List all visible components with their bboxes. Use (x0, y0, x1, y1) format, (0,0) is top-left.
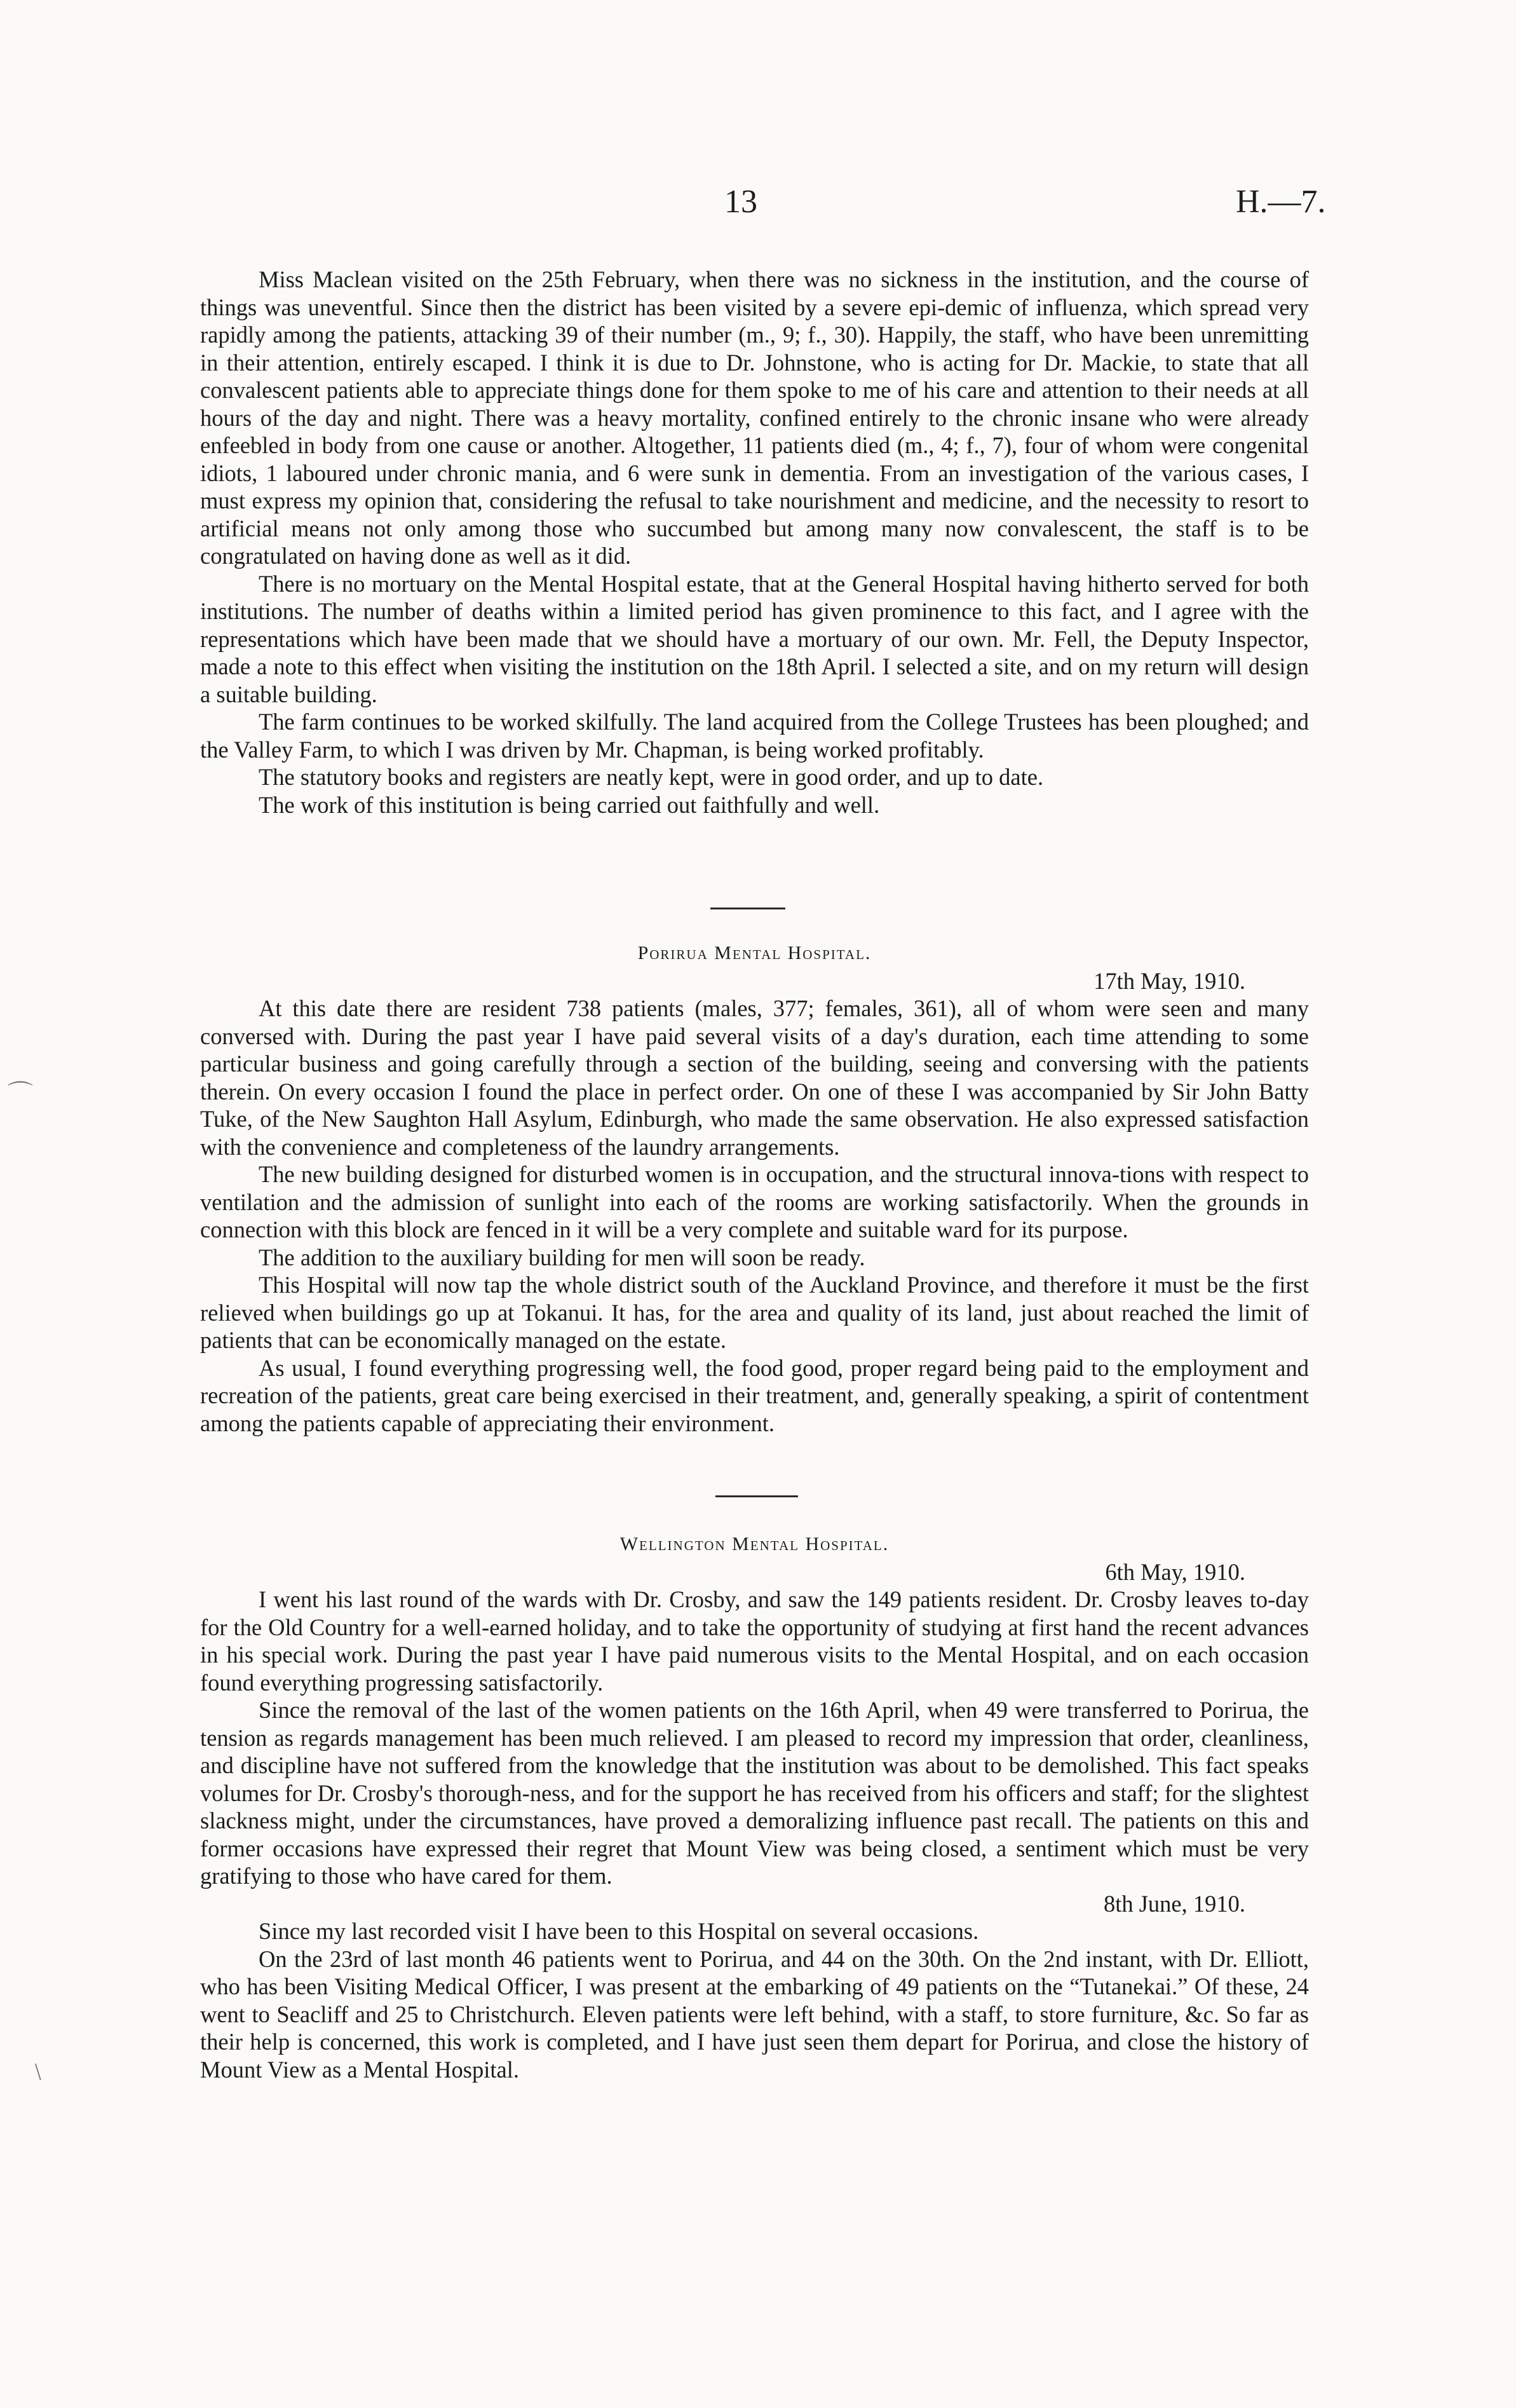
page-number: 13 (724, 184, 757, 220)
section-divider (715, 1495, 798, 1497)
paragraph: Since the removal of the last of the women patients on the 16th April, when 49 were transferred to Porirua, the tension as regards management has been much relieved. I am pleased to record my impression that order, cleanliness, and discipline have not suffered from the knowledge that the institution was about to be demolished. This fact speaks volumes for Dr. Crosby's thorough-ness, and for the support he has received from his officers and staff; for the slightest slackness might, under the circumstances, have proved a demoralizing influence past recall. The patients on this and former occasions have expressed their regret that Mount View was being closed, a sentiment which must be very gratifying to those who have cared for them. (200, 1697, 1309, 1889)
paragraph: The work of this institution is being carried out faithfully and well. (259, 791, 880, 818)
paragraph: This Hospital will now tap the whole district south of the Auckland Province, and therefore it must be the first relieved when buildings go up at Tokanui. It has, for the area and quality of its land, just about reached the limit of patients that can be economically managed on the estate. (200, 1272, 1309, 1353)
section-heading: Porirua Mental Hospital. (637, 942, 872, 963)
paragraph: The addition to the auxiliary building for men will soon be ready. (259, 1244, 865, 1270)
paragraph: As usual, I found everything progressing well, the food good, proper regard being paid to the employment and recreation of the patients, great care being exercised in their treatment, and, generally speaking, a spirit of contentment among the patients capable of appreciating their environment. (200, 1354, 1309, 1436)
paragraph: Miss Maclean visited on the 25th February, when there was no sickness in the institution, and the course of things was uneventful. Since then the district has been visited by a severe epi-demic of influenza, which spread very rapidly among the patients, attacking 39 of their number (m., 9; f., 30). Happily, the staff, who have been unremitting in their attention, entirely escaped. I think it is due to Dr. Johnstone, who is acting for Dr. Mackie, to state that all convalescent patients able to appreciate things done for them spoke to me of his care and attention to their needs at all hours of the day and night. There was a heavy mortality, confined entirely to the chronic insane who were already enfeebled in body from one cause or another. Altogether, 11 patients died (m., 4; f., 7), four of whom were congenital idiots, 1 laboured under chronic mania, and 6 were sunk in dementia. From an investigation of the various cases, I must express my opinion that, considering the refusal to take nourishment and medicine, and the necessity to resort to artificial means not only among those who succumbed but among many now convalescent, the staff is to be congratulated on having done as well as it did. (200, 266, 1309, 569)
section-divider (710, 908, 785, 909)
margin-mark: ⌒ (8, 1080, 33, 1108)
paragraph: On the 23rd of last month 46 patients went to Porirua, and 44 on the 30th. On the 2nd instant, with Dr. Elliott, who has been Visiting Medical Officer, I was present at the embarking of 49 patients on the “Tutanekai.” Of these, 24 went to Seacliff and 25 to Christchurch. Eleven patients were left behind, with a staff, to store furniture, &c. So far as their help is concerned, this work is completed, and I have just seen them depart for Porirua, and close the history of Mount View as a Mental Hospital. (200, 1945, 1309, 2083)
paragraph: The farm continues to be worked skilfully. The land acquired from the College Trustees has been ploughed; and the Valley Farm, to which I was driven by Mr. Chapman, is being worked profitably. (200, 709, 1309, 763)
margin-mark: ﹨ (25, 2055, 51, 2084)
section-date: 17th May, 1910. (1093, 967, 1245, 994)
page-reference: H.—7. (1236, 184, 1326, 220)
paragraph: I went his last round of the wards with Dr. Crosby, and saw the 149 patients resident. Dr. Crosby leaves to-day for the Old Country for a well-earned holiday, and to take the opportunity of studying at first hand the recent advances in his special work. During the past year I have paid numerous visits to the Mental Hospital, and on each occasion found everything progressing satisfactorily. (200, 1586, 1309, 1696)
section-heading: Wellington Mental Hospital. (619, 1534, 890, 1554)
paragraph: There is no mortuary on the Mental Hospital estate, that at the General Hospital having hitherto served for both institutions. The number of deaths within a limited period has given prominence to this fact, and I agree with the representations which have been made that we should have a mortuary of our own. Mr. Fell, the Deputy Inspector, made a note to this effect when visiting the institution on the 18th April. I selected a site, and on my return will design a suitable building. (200, 570, 1309, 707)
porirua-section (200, 939, 1309, 1437)
section-date: 8th June, 1910. (1103, 1890, 1245, 1917)
seacliff-section (200, 266, 1309, 819)
section-date: 6th May, 1910. (1105, 1558, 1245, 1585)
paragraph: The new building designed for disturbed women is in occupation, and the structural innova-tions with respect to ventilation and the admission of sunlight into each of the rooms are working satisfactorily. When the grounds in connection with this block are fenced in it will be a very complete and suitable ward for its purpose. (200, 1161, 1309, 1242)
wellington-section (200, 1530, 1309, 2083)
paragraph: Since my last recorded visit I have been to this Hospital on several occasions. (259, 1918, 979, 1944)
paragraph: At this date there are resident 738 patients (males, 377; females, 361), all of whom were seen and many conversed with. During the past year I have paid several visits of a day's duration, each time attending to some particular business and going carefully through a section of the building, seeing and conversing with the patients therein. On every occasion I found the place in perfect order. On one of these I was accompanied by Sir John Batty Tuke, of the New Saughton Hall Asylum, Edinburgh, who made the same observation. He also expressed satisfaction with the convenience and completeness of the laundry arrangements. (200, 995, 1309, 1160)
paragraph: The statutory books and registers are neatly kept, were in good order, and up to date. (259, 764, 1044, 790)
